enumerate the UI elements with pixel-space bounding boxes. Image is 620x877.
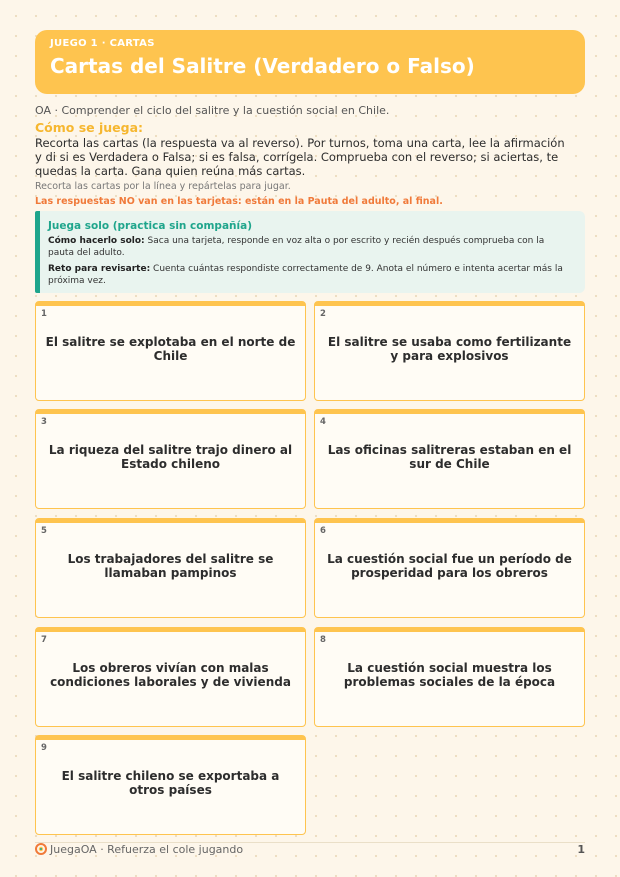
- card-8: [314, 627, 585, 727]
- solo-challenge-text: Cuenta cuántas respondiste correctamente de 9. Anota el número e intenta acertar más la próxima vez.: [48, 264, 563, 286]
- footer-brand: JuegaOA · Refuerza el cole jugando: [50, 843, 244, 856]
- game-kicker: JUEGO 1 · CARTAS: [50, 38, 155, 49]
- card-3: [35, 409, 306, 509]
- card-statement: La cuestión social muestra los problemas sociales de la época: [343, 661, 556, 689]
- card-statement: El salitre se explotaba en el norte de Chile: [45, 335, 296, 363]
- card-number: 1: [41, 309, 47, 319]
- solo-challenge-label: Reto para revisarte:: [48, 264, 151, 274]
- solo-how-row: [48, 235, 573, 259]
- answers-note: Las respuestas NO van en las tarjetas: están en la Pauta del adulto, al final.: [35, 196, 443, 207]
- card-7: [35, 627, 306, 727]
- card-statement: El salitre se usaba como fertilizante y para explosivos: [327, 335, 572, 363]
- card-statement: La cuestión social fue un período de prosperidad para los obreros: [327, 552, 572, 580]
- card-5: [35, 518, 306, 618]
- solo-title: Juega solo (practica sin compañía): [48, 220, 252, 232]
- card-statement: Las oficinas salitreras estaban en el sur de Chile: [327, 443, 572, 471]
- card-number: 3: [41, 417, 47, 427]
- card-statement: Los trabajadores del salitre se llamaban pampinos: [67, 552, 274, 580]
- solo-how-label: Cómo hacerlo solo:: [48, 236, 145, 246]
- card-1: [35, 301, 306, 401]
- card-statement: Los obreros vivían con malas condiciones laborales y de vivienda: [50, 661, 291, 689]
- solo-challenge-row: [48, 263, 573, 287]
- card-number: 4: [320, 417, 326, 427]
- card-number: 8: [320, 635, 326, 645]
- solo-play-box: [35, 211, 585, 293]
- card-statement: La riqueza del salitre trajo dinero al Estado chileno: [48, 443, 293, 471]
- card-2: [314, 301, 585, 401]
- instructions-text: Recorta las cartas (la respuesta va al reverso). Por turnos, toma una carta, lee la afirmación y di si es Verdadera o Falsa; si es falsa, corrígela. Comprueba con el reverso; si aciertas, te quedas la carta. Gana quien reúna más cartas.: [35, 136, 565, 178]
- card-number: 9: [41, 743, 47, 753]
- instructions-heading: Cómo se juega:: [35, 120, 144, 135]
- solo-how-text: Saca una tarjeta, responde en voz alta o por escrito y recién después comprueba con la pauta del adulto.: [48, 236, 545, 258]
- card-number: 6: [320, 526, 326, 536]
- ring-logo-icon: [35, 843, 47, 855]
- cut-note: Recorta las cartas por la línea y repártelas para jugar.: [35, 181, 291, 192]
- card-4: [314, 409, 585, 509]
- page-number: 1: [577, 843, 585, 856]
- learning-objective: OA · Comprender el ciclo del salitre y la cuestión social en Chile.: [35, 104, 390, 117]
- card-9: [35, 735, 306, 835]
- card-6: [314, 518, 585, 618]
- card-number: 7: [41, 635, 47, 645]
- card-statement: El salitre chileno se exportaba a otros países: [61, 769, 280, 797]
- card-number: 5: [41, 526, 47, 536]
- page-title: Cartas del Salitre (Verdadero o Falso): [50, 54, 475, 78]
- game-header: [35, 30, 585, 94]
- card-number: 2: [320, 309, 326, 319]
